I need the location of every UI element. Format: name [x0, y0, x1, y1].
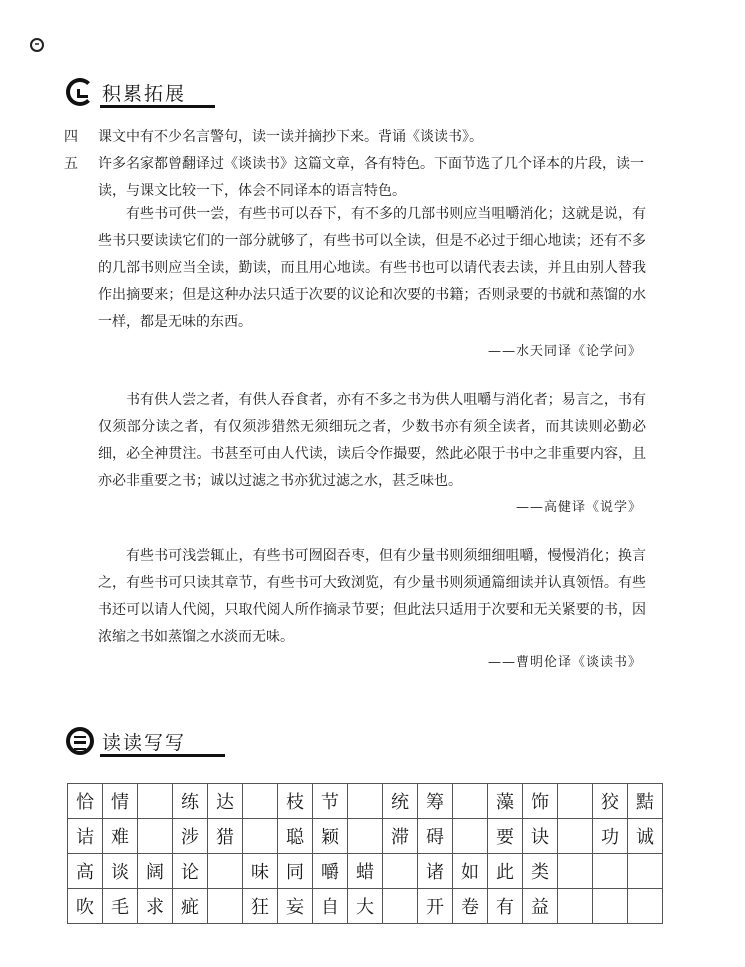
vocabulary-cell: 要 — [488, 819, 523, 854]
vocabulary-cell: 同 — [278, 854, 313, 889]
page-corner-icon — [30, 38, 44, 52]
vocabulary-cell: 涉 — [173, 819, 208, 854]
vocabulary-cell — [593, 889, 628, 924]
translation-source: ——高健译《说学》 — [515, 500, 642, 515]
vocabulary-cell: 滞 — [383, 819, 418, 854]
section-badge-icon — [66, 78, 94, 106]
section-badge-icon — [66, 727, 94, 755]
exercise-text: 课文中有不少名言警句，读一读并摘抄下来。背诵《谈读书》。 — [98, 129, 483, 145]
vocabulary-cell — [138, 784, 173, 819]
vocabulary-cell: 如 — [453, 854, 488, 889]
vocabulary-cell: 聪 — [278, 819, 313, 854]
vocabulary-cell — [558, 784, 593, 819]
vocabulary-cell: 谈 — [103, 854, 138, 889]
translation-excerpt: 书有供人尝之者，有供人吞食者，亦有不多之书为供人咀嚼与消化者；易言之，书有仅须部分读之者，有仅须涉猎然无须细玩之者，少数书亦有须全读者，而其读则必勤必细，必全神贯注。书甚至可由人代读，读后令作撮要，然此必限于书中之非重要内容，且亦必非重要之书；诚以过滤之书亦犹过滤之水，甚乏味也。 — [98, 392, 646, 489]
vocabulary-grid — [67, 783, 663, 924]
exercise-item — [64, 151, 654, 205]
vocabulary-cell: 此 — [488, 854, 523, 889]
vocabulary-cell: 味 — [243, 854, 278, 889]
vocabulary-cell — [208, 889, 243, 924]
vocabulary-cell — [453, 784, 488, 819]
vocabulary-cell: 狡 — [593, 784, 628, 819]
translation-excerpt: 有些书可供一尝，有些书可以吞下，有不多的几部书则应当咀嚼消化；这就是说，有些书只要读读它们的一部分就够了，有些书可以全读，但是不必过于细心地读；还有不多的几部书则应当全读，勤读，而且用心地读。有些书也可以请代表去读，并且由别人替我作出摘要来；但是这种办法只适于次要的议论和次要的书籍；否则录要的书就和蒸馏的水一样，都是无味的东西。 — [98, 206, 646, 330]
vocabulary-cell: 难 — [103, 819, 138, 854]
translation-source: ——水天同译《论学问》 — [487, 344, 642, 359]
vocabulary-cell — [243, 819, 278, 854]
vocabulary-cell — [558, 819, 593, 854]
vocabulary-cell: 筹 — [418, 784, 453, 819]
exercise-text: 许多名家都曾翻译过《谈读书》这篇文章，各有特色。下面节选了几个译本的片段，读一读，与课文比较一下，体会不同译本的语言特色。 — [98, 156, 644, 199]
vocabulary-cell — [383, 854, 418, 889]
section-header-read-write — [66, 727, 186, 755]
vocabulary-cell: 嚼 — [313, 854, 348, 889]
vocabulary-cell — [628, 854, 663, 889]
vocabulary-cell: 黠 — [628, 784, 663, 819]
section-title: 读读写写 — [102, 731, 187, 754]
vocabulary-cell — [138, 819, 173, 854]
vocabulary-cell — [558, 854, 593, 889]
vocabulary-cell — [453, 819, 488, 854]
vocabulary-cell: 疵 — [173, 889, 208, 924]
vocabulary-cell: 恰 — [68, 784, 103, 819]
title-underline — [100, 105, 215, 108]
vocabulary-cell: 饰 — [523, 784, 558, 819]
section-header-accumulate — [66, 78, 186, 106]
vocabulary-cell: 阔 — [138, 854, 173, 889]
vocabulary-cell — [243, 784, 278, 819]
vocabulary-cell: 有 — [488, 889, 523, 924]
vocabulary-cell: 自 — [313, 889, 348, 924]
vocabulary-cell: 卷 — [453, 889, 488, 924]
vocabulary-cell — [348, 784, 383, 819]
vocabulary-cell: 藻 — [488, 784, 523, 819]
vocabulary-cell — [593, 854, 628, 889]
exercise-number: 四 — [64, 129, 78, 145]
vocabulary-cell — [558, 889, 593, 924]
vocabulary-cell: 颖 — [313, 819, 348, 854]
vocabulary-row — [68, 889, 663, 924]
vocabulary-cell — [208, 854, 243, 889]
vocabulary-cell: 益 — [523, 889, 558, 924]
vocabulary-row — [68, 819, 663, 854]
vocabulary-cell: 大 — [348, 889, 383, 924]
vocabulary-cell: 达 — [208, 784, 243, 819]
vocabulary-cell: 开 — [418, 889, 453, 924]
vocabulary-cell: 高 — [68, 854, 103, 889]
vocabulary-cell: 诸 — [418, 854, 453, 889]
vocabulary-cell: 诚 — [628, 819, 663, 854]
vocabulary-cell: 狂 — [243, 889, 278, 924]
vocabulary-cell: 蜡 — [348, 854, 383, 889]
vocabulary-row — [68, 854, 663, 889]
vocabulary-cell: 功 — [593, 819, 628, 854]
translation-excerpt: 有些书可浅尝辄止，有些书可囫囵吞枣，但有少量书则须细细咀嚼，慢慢消化；换言之，有些书可只读其章节，有些书可大致浏览，有少量书则须通篇细读并认真领悟。有些书还可以请人代阅，只取代阅人所作摘录节要；但此法只适用于次要和无关紧要的书，因浓缩之书如蒸馏之水淡而无味。 — [98, 548, 646, 645]
vocabulary-row — [68, 784, 663, 819]
translation-source: ——曹明伦译《谈读书》 — [487, 655, 642, 670]
vocabulary-cell: 枝 — [278, 784, 313, 819]
vocabulary-cell: 碍 — [418, 819, 453, 854]
vocabulary-cell — [628, 889, 663, 924]
exercise-item — [64, 124, 654, 151]
vocabulary-cell: 论 — [173, 854, 208, 889]
exercise-number: 五 — [64, 156, 78, 172]
vocabulary-cell: 类 — [523, 854, 558, 889]
vocabulary-cell: 求 — [138, 889, 173, 924]
vocabulary-cell: 毛 — [103, 889, 138, 924]
vocabulary-cell: 猎 — [208, 819, 243, 854]
section-title: 积累拓展 — [102, 82, 187, 105]
vocabulary-cell: 吹 — [68, 889, 103, 924]
vocabulary-cell: 妄 — [278, 889, 313, 924]
vocabulary-cell — [348, 819, 383, 854]
vocabulary-cell — [383, 889, 418, 924]
vocabulary-cell: 诘 — [68, 819, 103, 854]
title-underline — [100, 754, 225, 757]
vocabulary-cell: 练 — [173, 784, 208, 819]
vocabulary-cell: 统 — [383, 784, 418, 819]
vocabulary-cell: 诀 — [523, 819, 558, 854]
vocabulary-cell: 节 — [313, 784, 348, 819]
vocabulary-cell: 情 — [103, 784, 138, 819]
